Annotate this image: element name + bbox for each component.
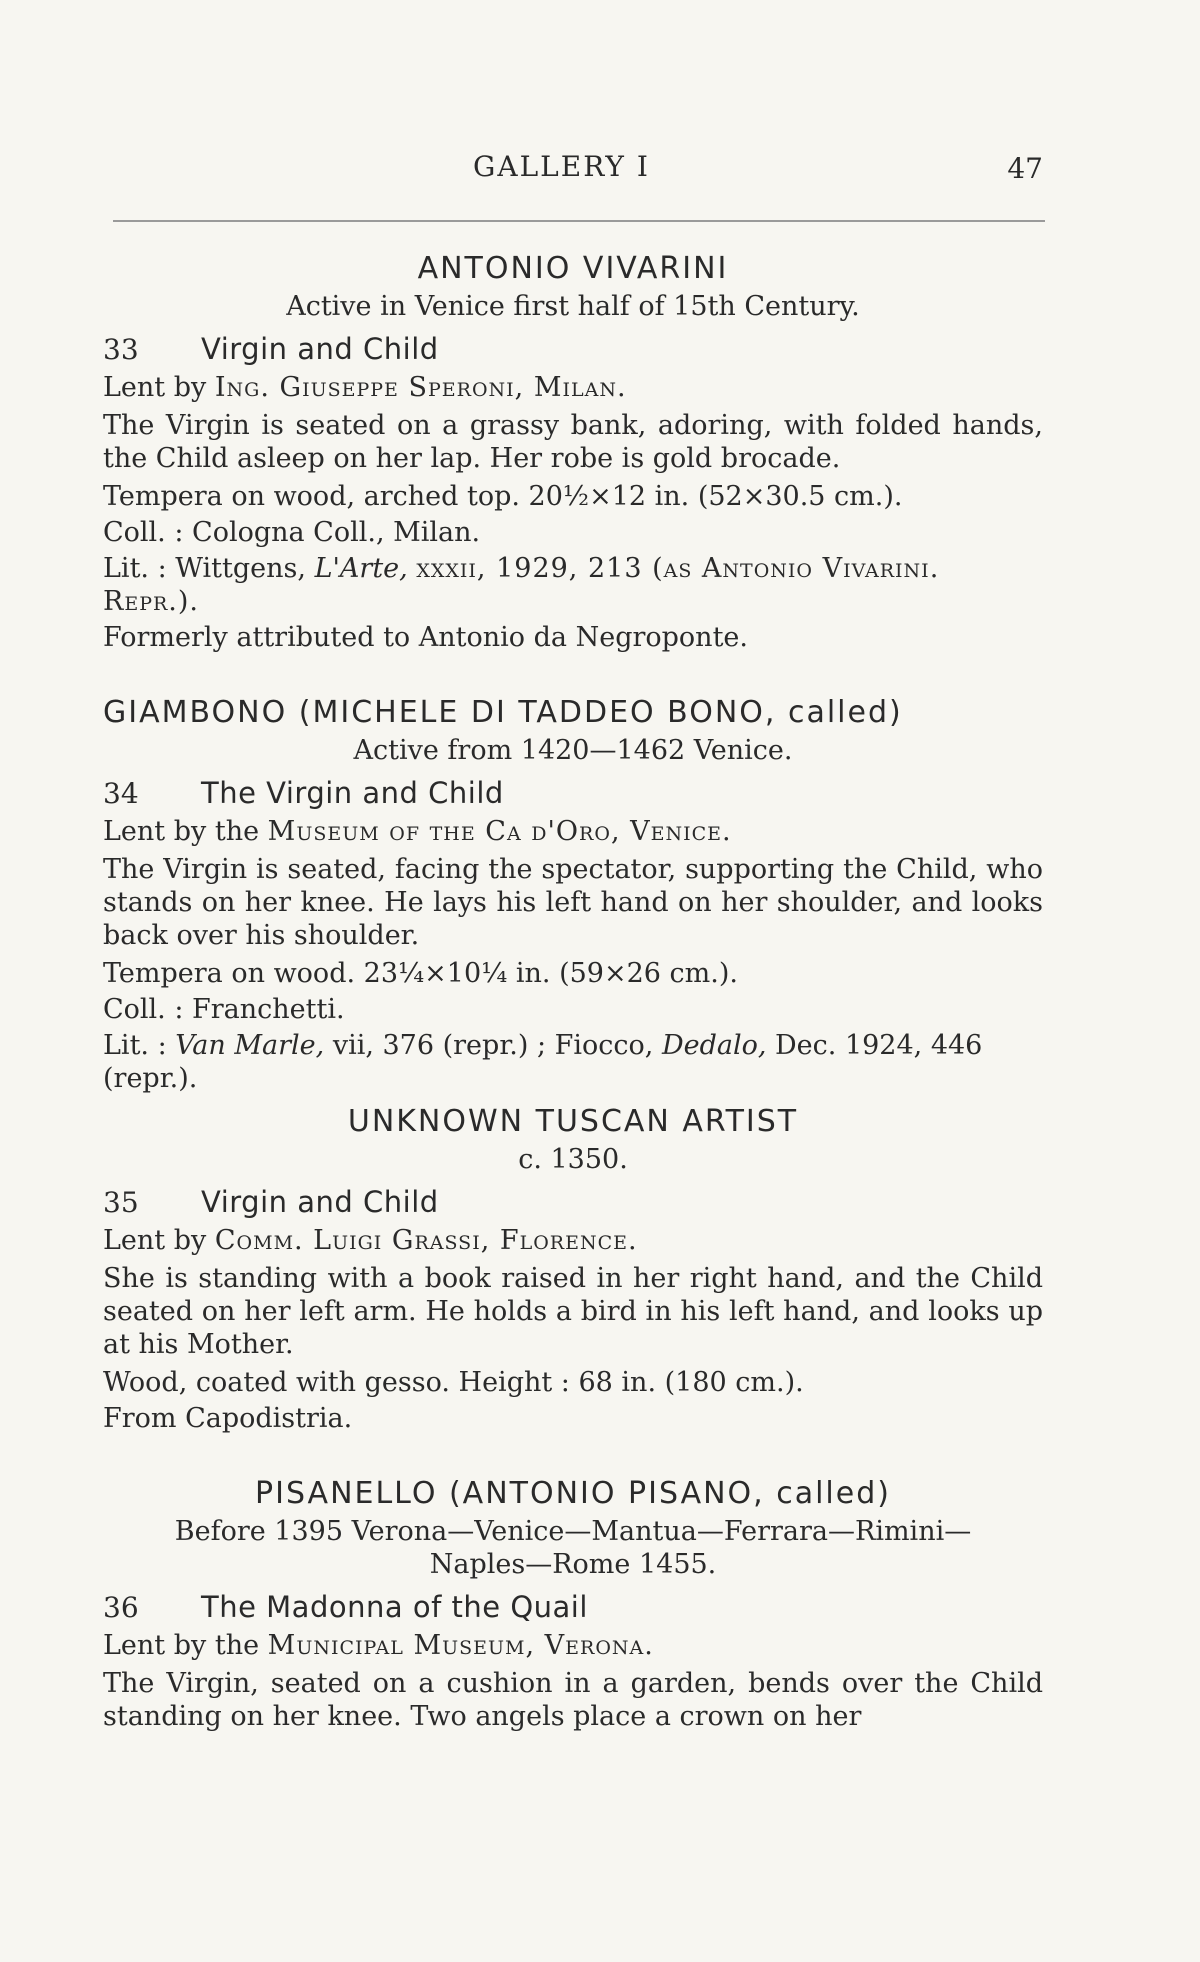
entry-heading	[103, 777, 1043, 815]
work-medium: Tempera on wood, arched top. 20½×12 in. (52×30.5 cm.).	[103, 481, 903, 512]
work-literature	[103, 1029, 1043, 1095]
work-description: The Virgin is seated, facing the spectator, supporting the Child, who stands on her knee. He lays his left hand on her shoulder, and looks back over his shoulder.	[103, 854, 1043, 951]
work-note: From Capodistria.	[103, 1403, 353, 1434]
running-title: GALLERY I	[473, 150, 650, 183]
artist-dates: Active in Venice first half of 15th Century.	[286, 291, 860, 322]
work-title: The Madonna of the Quail	[201, 1590, 588, 1624]
lit-prefix: Lit. : Wittgens,	[103, 553, 306, 584]
work-title: Virgin and Child	[201, 1185, 439, 1219]
lit-journal: Dedalo,	[661, 1030, 767, 1061]
lender-name: Comm. Luigi Grassi, Florence.	[214, 1225, 638, 1256]
catalogue-number: 34	[103, 777, 139, 810]
artist-heading: PISANELLO (ANTONIO PISANO, called)	[255, 1476, 891, 1511]
lit-reference: vii, 376 (repr.) ; Fiocco,	[332, 1030, 654, 1061]
entry-heading	[103, 1186, 1043, 1224]
work-literature	[103, 552, 1043, 618]
lent-by-prefix: Lent by the	[103, 816, 260, 847]
artist-heading: UNKNOWN TUSCAN ARTIST	[347, 1104, 799, 1139]
work-medium: Wood, coated with gesso. Height : 68 in. (180 cm.).	[103, 1367, 804, 1398]
lender-name: Municipal Museum, Verona.	[267, 1630, 654, 1661]
lender-line	[103, 1629, 1043, 1662]
lender-name: Museum of the Ca d'Oro, Venice.	[267, 816, 732, 847]
lit-journal: L'Arte,	[314, 553, 408, 584]
work-description: She is standing with a book raised in her right hand, and the Child seated on her left arm. He holds a bird in his left hand, and looks up at his Mother.	[103, 1263, 1043, 1360]
work-note: Formerly attributed to Antonio da Negroponte.	[103, 622, 748, 653]
artist-dates: c. 1350.	[518, 1144, 628, 1175]
lender-line	[103, 815, 1043, 848]
lent-by-prefix: Lent by	[103, 372, 207, 403]
catalogue-number: 33	[103, 333, 139, 366]
work-medium: Tempera on wood. 23¼×10¼ in. (59×26 cm.).	[103, 958, 738, 989]
entry-heading	[103, 333, 1043, 371]
page-number: 47	[1007, 152, 1043, 185]
lent-by-prefix: Lent by	[103, 1225, 207, 1256]
lender-line	[103, 371, 1043, 404]
lit-prefix: Lit. :	[103, 1030, 167, 1061]
artist-dates: Active from 1420—1462 Venice.	[353, 735, 793, 766]
work-description: The Virgin, seated on a cushion in a garden, bends over the Child standing on her knee. Two angels place a crown on her	[103, 1668, 1043, 1732]
work-collection: Coll. : Cologna Coll., Milan.	[103, 517, 481, 548]
lit-reference-rest: Dec. 1924, 446 (repr.).	[103, 1030, 983, 1094]
lent-by-prefix: Lent by the	[103, 1630, 260, 1661]
work-description: The Virgin is seated on a grassy bank, adoring, with folded hands, the Child asleep on her lap. Her robe is gold brocade.	[103, 410, 1043, 474]
work-collection: Coll. : Franchetti.	[103, 994, 345, 1025]
catalogue-number: 36	[103, 1591, 139, 1624]
lit-reference: xxxii, 1929, 213 (as Antonio Vivarini. Repr.).	[103, 553, 940, 617]
catalogue-content	[103, 250, 1043, 1738]
catalogue-number: 35	[103, 1186, 139, 1219]
work-title: Virgin and Child	[201, 332, 439, 366]
artist-dates: Before 1395 Verona—Venice—Mantua—Ferrara—Rimini— Naples—Rome 1455.	[174, 1516, 972, 1580]
page-header	[113, 150, 1045, 190]
lender-name: Ing. Giuseppe Speroni, Milan.	[214, 372, 627, 403]
lit-author: Van Marle,	[175, 1030, 325, 1061]
header-rule	[113, 220, 1045, 222]
artist-heading: ANTONIO VIVARINI	[417, 251, 729, 286]
artist-heading: GIAMBONO (MICHELE DI TADDEO BONO, called)	[103, 695, 903, 730]
entry-heading	[103, 1591, 1043, 1629]
lender-line	[103, 1224, 1043, 1257]
work-title: The Virgin and Child	[201, 776, 504, 810]
